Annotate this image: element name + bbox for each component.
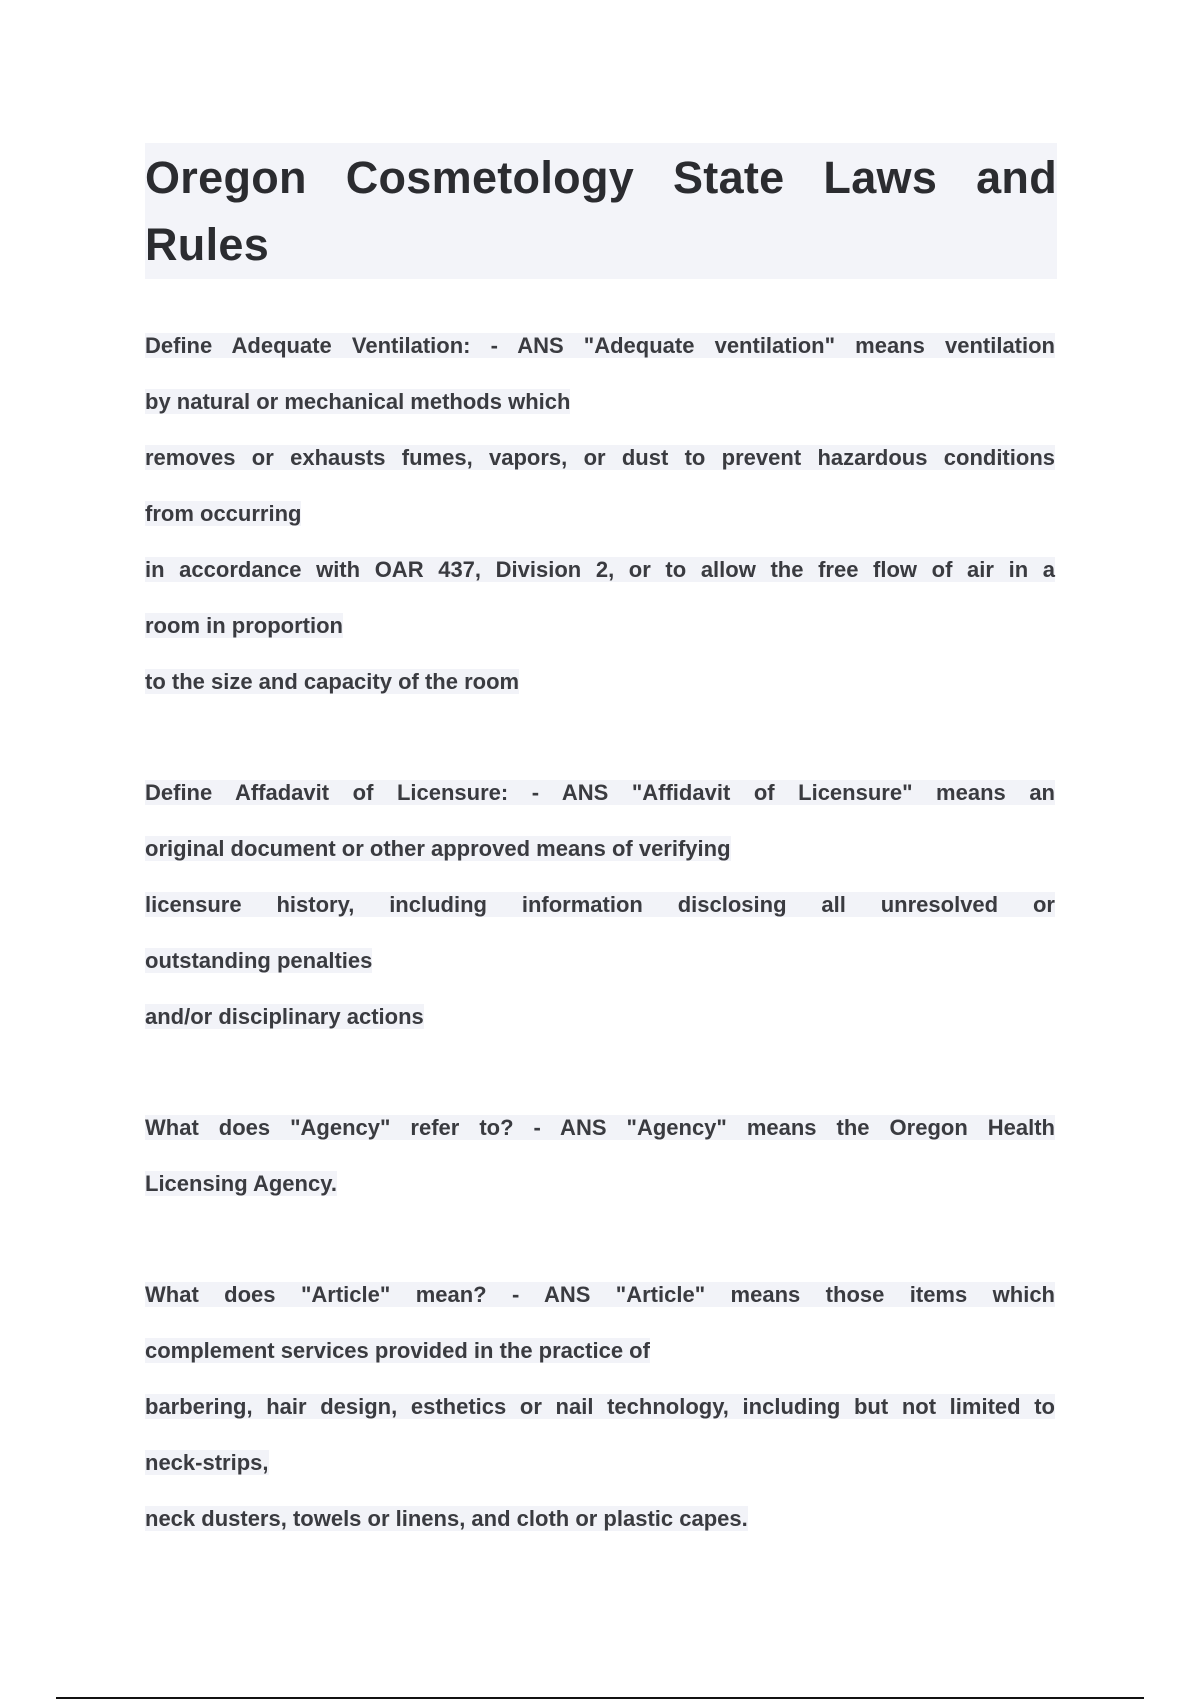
- entry-line: and/or disciplinary actions: [145, 1004, 424, 1029]
- document-body: [145, 318, 1055, 1602]
- entry-line: to the size and capacity of the room: [145, 669, 520, 694]
- entry-article: [145, 1267, 1055, 1547]
- page-title: Oregon Cosmetology State Laws and Rules: [145, 152, 1057, 270]
- entry-line: from occurring: [145, 501, 302, 526]
- entry-agency: [145, 1100, 1055, 1212]
- entry-line: original document or other approved means of verifying: [145, 836, 731, 861]
- entry-line: Define Affadavit of Licensure: - ANS "Affidavit of Licensure" means an: [145, 780, 1055, 805]
- entry-line: room in proportion: [145, 613, 343, 638]
- footer-divider: [56, 1697, 1144, 1699]
- entry-line: outstanding penalties: [145, 948, 373, 973]
- entry-line: by natural or mechanical methods which: [145, 389, 571, 414]
- entry-line: complement services provided in the practice of: [145, 1338, 650, 1363]
- entry-line: licensure history, including information disclosing all unresolved or: [145, 892, 1055, 917]
- entry-line: neck dusters, towels or linens, and cloth or plastic capes.: [145, 1506, 748, 1531]
- entry-line: Define Adequate Ventilation: - ANS "Adequate ventilation" means ventilation: [145, 333, 1055, 358]
- entry-adequate-ventilation: [145, 318, 1055, 710]
- entry-line: neck-strips,: [145, 1450, 269, 1475]
- entry-affidavit-of-licensure: [145, 765, 1055, 1045]
- title-block: [145, 143, 1057, 279]
- entry-line: Licensing Agency.: [145, 1171, 337, 1196]
- entry-line: in accordance with OAR 437, Division 2, or to allow the free flow of air in a: [145, 557, 1055, 582]
- entry-line: What does "Agency" refer to? - ANS "Agency" means the Oregon Health: [145, 1115, 1055, 1140]
- entry-line: What does "Article" mean? - ANS "Article" means those items which: [145, 1282, 1055, 1307]
- entry-line: removes or exhausts fumes, vapors, or dust to prevent hazardous conditions: [145, 445, 1055, 470]
- entry-line: barbering, hair design, esthetics or nail technology, including but not limited to: [145, 1394, 1055, 1419]
